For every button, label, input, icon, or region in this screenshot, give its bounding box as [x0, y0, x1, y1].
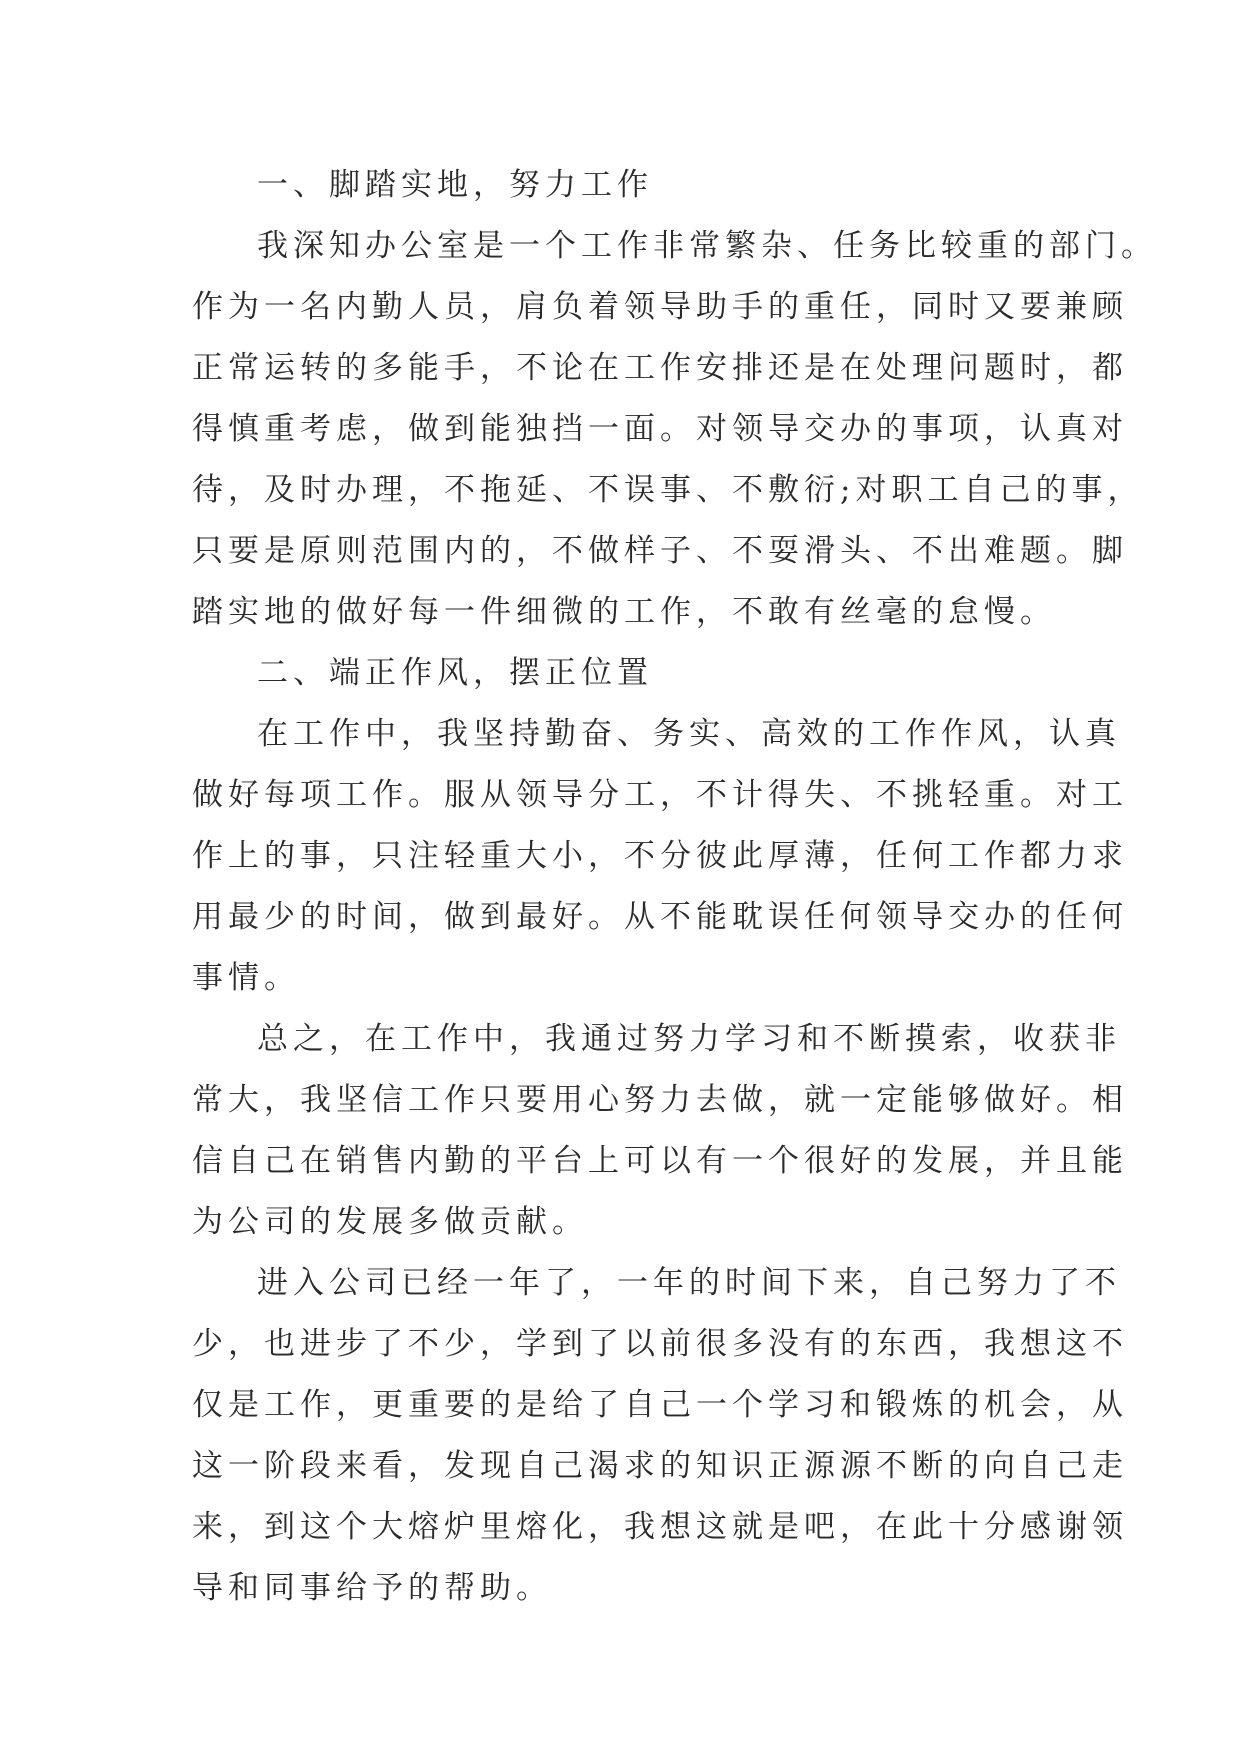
paragraph-line: 踏实地的做好每一件细微的工作，不敢有丝毫的怠慢。	[192, 594, 1056, 630]
paragraph-line: 来，到这个大熔炉里熔化，我想这就是吧，在此十分感谢领	[192, 1509, 1128, 1545]
paragraph-line: 作上的事，只注轻重大小，不分彼此厚薄，任何工作都力求	[192, 838, 1128, 874]
paragraph-line: 得慎重考虑，做到能独挡一面。对领导交办的事项，认真对	[192, 411, 1128, 447]
paragraph-line: 正常运转的多能手，不论在工作安排还是在处理问题时，都	[192, 350, 1128, 386]
paragraph-line: 在工作中，我坚持勤奋、务实、高效的工作作风，认真	[257, 716, 1121, 752]
paragraph-line: 信自己在销售内勤的平台上可以有一个很好的发展，并且能	[192, 1143, 1128, 1179]
paragraph-line: 这一阶段来看，发现自己渴求的知识正源源不断的向自己走	[192, 1448, 1128, 1484]
paragraph-line: 我深知办公室是一个工作非常繁杂、任务比较重的部门。	[257, 228, 1157, 264]
paragraph-line: 仅是工作，更重要的是给了自己一个学习和锻炼的机会，从	[192, 1387, 1128, 1423]
paragraph-line: 总之，在工作中，我通过努力学习和不断摸索，收获非	[257, 1021, 1121, 1057]
paragraph-line: 为公司的发展多做贡献。	[192, 1204, 588, 1240]
paragraph-line: 常大，我坚信工作只要用心努力去做，就一定能够做好。相	[192, 1082, 1128, 1118]
section-heading-1: 一、脚踏实地，努力工作	[257, 167, 653, 203]
section-heading-2: 二、端正作风，摆正位置	[257, 655, 653, 691]
paragraph-line: 作为一名内勤人员，肩负着领导助手的重任，同时又要兼顾	[192, 289, 1128, 325]
paragraph-line: 只要是原则范围内的，不做样子、不耍滑头、不出难题。脚	[192, 533, 1128, 569]
paragraph-line: 待，及时办理，不拖延、不误事、不敷衍;对职工自己的事，	[192, 472, 1144, 508]
paragraph-line: 少，也进步了不少，学到了以前很多没有的东西，我想这不	[192, 1326, 1128, 1362]
paragraph-line: 事情。	[192, 960, 300, 996]
paragraph-line: 做好每项工作。服从领导分工，不计得失、不挑轻重。对工	[192, 777, 1128, 813]
paragraph-line: 进入公司已经一年了，一年的时间下来，自己努力了不	[257, 1265, 1121, 1301]
paragraph-line: 用最少的时间，做到最好。从不能耽误任何领导交办的任何	[192, 899, 1128, 935]
paragraph-line: 导和同事给予的帮助。	[192, 1570, 552, 1606]
